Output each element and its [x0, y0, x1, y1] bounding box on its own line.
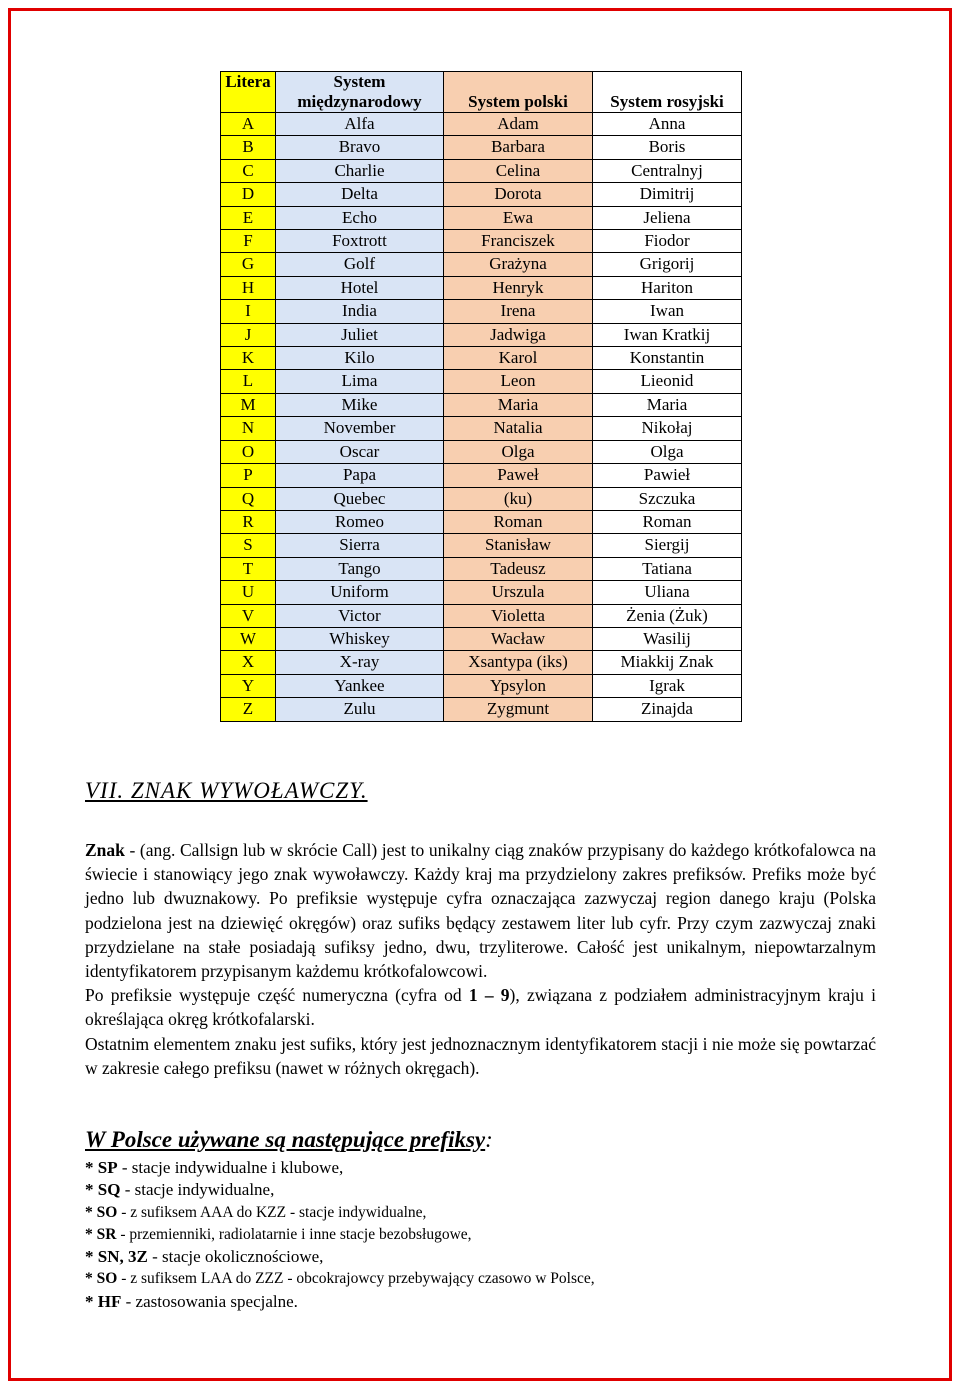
cell-international: November	[276, 417, 444, 440]
prefix-code: * SO	[85, 1203, 118, 1221]
cell-letter: U	[221, 581, 276, 604]
prefix-item	[85, 1224, 595, 1246]
cell-international: Whiskey	[276, 627, 444, 650]
prefix-description: - stacje indywidualne i klubowe,	[117, 1158, 344, 1177]
table-row	[221, 487, 742, 510]
cell-russian: Siergij	[593, 534, 742, 557]
cell-russian: Konstantin	[593, 347, 742, 370]
cell-polish: Dorota	[444, 183, 593, 206]
paragraph-2	[85, 983, 876, 1031]
cell-polish: Irena	[444, 300, 593, 323]
cell-russian: Uliana	[593, 581, 742, 604]
header-russian: System rosyjski	[593, 72, 742, 113]
cell-russian: Centralnyj	[593, 159, 742, 182]
table-row	[221, 557, 742, 580]
table-row	[221, 276, 742, 299]
cell-russian: Roman	[593, 510, 742, 533]
table-row	[221, 674, 742, 697]
cell-russian: Fiodor	[593, 230, 742, 253]
cell-letter: W	[221, 627, 276, 650]
cell-international: India	[276, 300, 444, 323]
cell-polish: Xsantypa (iks)	[444, 651, 593, 674]
cell-russian: Wasilij	[593, 627, 742, 650]
table-row	[221, 627, 742, 650]
prefix-code: * SP	[85, 1158, 118, 1177]
prefix-item	[85, 1291, 595, 1313]
cell-polish: Natalia	[444, 417, 593, 440]
cell-international: Hotel	[276, 276, 444, 299]
table-row	[221, 604, 742, 627]
cell-russian: Boris	[593, 136, 742, 159]
cell-letter: G	[221, 253, 276, 276]
cell-polish: Zygmunt	[444, 698, 593, 721]
cell-polish: Wacław	[444, 627, 593, 650]
cell-international: Golf	[276, 253, 444, 276]
cell-international: Victor	[276, 604, 444, 627]
header-polish: System polski	[444, 72, 593, 113]
cell-russian: Maria	[593, 393, 742, 416]
prefix-code: * SR	[85, 1225, 117, 1243]
cell-international: Papa	[276, 464, 444, 487]
cell-russian: Lieonid	[593, 370, 742, 393]
cell-russian: Grigorij	[593, 253, 742, 276]
cell-polish: Leon	[444, 370, 593, 393]
paragraph-3: Ostatnim elementem znaku jest sufiks, który jest jednoznacznym identyfikatorem stacji i nie może się powtarzać w zakresie całego prefiksu (nawet w różnych okręgach).	[85, 1033, 876, 1078]
cell-letter: B	[221, 136, 276, 159]
cell-russian: Iwan Kratkij	[593, 323, 742, 346]
prefix-item	[85, 1246, 595, 1268]
cell-international: Echo	[276, 206, 444, 229]
table-header-row	[221, 72, 742, 113]
cell-polish: Olga	[444, 440, 593, 463]
cell-international: Quebec	[276, 487, 444, 510]
table-row	[221, 206, 742, 229]
table-row	[221, 183, 742, 206]
cell-international: Mike	[276, 393, 444, 416]
prefix-item	[85, 1268, 595, 1290]
cell-international: X-ray	[276, 651, 444, 674]
prefixes-title-colon: :	[485, 1127, 493, 1152]
paragraph-2-text-a: Po prefiksie występuje część numeryczna (cyfra od	[85, 985, 469, 1006]
table-row	[221, 370, 742, 393]
cell-letter: H	[221, 276, 276, 299]
prefix-code: * SQ	[85, 1180, 121, 1200]
paragraph-2-range: 1 – 9	[468, 985, 510, 1006]
prefix-list	[85, 1157, 595, 1313]
table-row	[221, 393, 742, 416]
cell-polish: Karol	[444, 347, 593, 370]
table-row	[221, 534, 742, 557]
table-row	[221, 230, 742, 253]
cell-letter: Q	[221, 487, 276, 510]
prefix-description: - stacje indywidualne,	[120, 1180, 275, 1200]
cell-letter: T	[221, 557, 276, 580]
header-international: System międzynarodowy	[276, 72, 444, 113]
cell-letter: F	[221, 230, 276, 253]
table-row	[221, 581, 742, 604]
cell-letter: D	[221, 183, 276, 206]
prefix-description: - przemienniki, radiolatarnie i inne stacje bezobsługowe,	[116, 1225, 472, 1243]
section-title: VII. ZNAK WYWOŁAWCZY.	[85, 778, 368, 803]
prefix-description: - z sufiksem LAA do ZZZ - obcokrajowcy przebywający czasowo w Polsce,	[117, 1270, 595, 1288]
cell-international: Bravo	[276, 136, 444, 159]
cell-international: Sierra	[276, 534, 444, 557]
cell-russian: Hariton	[593, 276, 742, 299]
table-row	[221, 347, 742, 370]
prefix-description: - stacje okolicznościowe,	[147, 1247, 324, 1267]
cell-international: Tango	[276, 557, 444, 580]
cell-polish: Violetta	[444, 604, 593, 627]
cell-international: Delta	[276, 183, 444, 206]
table-row	[221, 417, 742, 440]
cell-russian: Pawieł	[593, 464, 742, 487]
cell-international: Charlie	[276, 159, 444, 182]
cell-international: Zulu	[276, 698, 444, 721]
cell-letter: A	[221, 113, 276, 136]
cell-international: Uniform	[276, 581, 444, 604]
cell-polish: Adam	[444, 113, 593, 136]
cell-russian: Anna	[593, 113, 742, 136]
prefix-code: * SO	[85, 1270, 118, 1288]
table-row	[221, 464, 742, 487]
prefix-item	[85, 1202, 595, 1224]
table-row	[221, 253, 742, 276]
cell-letter: O	[221, 440, 276, 463]
cell-polish: Franciszek	[444, 230, 593, 253]
cell-letter: P	[221, 464, 276, 487]
cell-polish: Jadwiga	[444, 323, 593, 346]
cell-letter: S	[221, 534, 276, 557]
paragraph-2-text-c: ), związana z podziałem administracyjnym kraju i określająca okręg krótkofalarski.	[85, 985, 876, 1030]
cell-letter: Y	[221, 674, 276, 697]
prefixes-title	[85, 1127, 493, 1153]
cell-russian: Dimitrij	[593, 183, 742, 206]
table-row	[221, 323, 742, 346]
cell-letter: V	[221, 604, 276, 627]
cell-polish: Roman	[444, 510, 593, 533]
cell-letter: X	[221, 651, 276, 674]
cell-polish: Maria	[444, 393, 593, 416]
cell-polish: Barbara	[444, 136, 593, 159]
cell-russian: Olga	[593, 440, 742, 463]
paragraph-1-lead: Znak	[85, 840, 125, 860]
cell-international: Yankee	[276, 674, 444, 697]
cell-international: Kilo	[276, 347, 444, 370]
cell-russian: Szczuka	[593, 487, 742, 510]
cell-letter: E	[221, 206, 276, 229]
cell-letter: L	[221, 370, 276, 393]
cell-russian: Jeliena	[593, 206, 742, 229]
cell-letter: I	[221, 300, 276, 323]
cell-letter: N	[221, 417, 276, 440]
cell-russian: Tatiana	[593, 557, 742, 580]
cell-international: Lima	[276, 370, 444, 393]
prefixes-title-text: W Polsce używane są następujące prefiksy	[85, 1127, 486, 1152]
cell-international: Foxtrott	[276, 230, 444, 253]
paragraph-1	[85, 838, 876, 983]
prefix-item	[85, 1179, 595, 1201]
prefix-code: * SN, 3Z	[85, 1247, 148, 1267]
prefix-item	[85, 1157, 595, 1179]
cell-russian: Igrak	[593, 674, 742, 697]
table-row	[221, 113, 742, 136]
cell-polish: Ypsylon	[444, 674, 593, 697]
cell-polish: Celina	[444, 159, 593, 182]
cell-russian: Żenia (Żuk)	[593, 604, 742, 627]
phonetic-alphabet-table	[220, 71, 742, 722]
prefix-code: * HF	[85, 1291, 122, 1311]
table-row	[221, 651, 742, 674]
cell-letter: K	[221, 347, 276, 370]
cell-international: Romeo	[276, 510, 444, 533]
paragraph-1-text: - (ang. Callsign lub w skrócie Call) jest to unikalny ciąg znaków przypisany do każdego krótkofalowca na świecie i stanowiący jego znak wywoławczy. Każdy kraj ma przydzielony zakres prefiksów. Prefiks może być jedno lub dwuznakowy. Po prefiksie występuje cyfra oznaczająca zazwyczaj region danego kraju (Polska podzielona jest na dziewięć okręgów) oraz sufiks będący zestawem liter lub cyfr. Przy czym zazwyczaj znaki przydzielane na stałe posiadają sufiksy jedno, dwu, trzyliterowe. Całość jest unikalnym, niepowtarzalnym identyfikatorem przypisanym każdemu krótkofalowcowi.	[85, 840, 876, 982]
cell-polish: Paweł	[444, 464, 593, 487]
cell-polish: Stanisław	[444, 534, 593, 557]
cell-russian: Nikołaj	[593, 417, 742, 440]
prefix-description: - zastosowania specjalne.	[121, 1291, 298, 1311]
cell-polish: Grażyna	[444, 253, 593, 276]
cell-polish: Ewa	[444, 206, 593, 229]
cell-russian: Zinajda	[593, 698, 742, 721]
table-row	[221, 698, 742, 721]
cell-international: Juliet	[276, 323, 444, 346]
cell-polish: Urszula	[444, 581, 593, 604]
cell-letter: C	[221, 159, 276, 182]
cell-polish: Tadeusz	[444, 557, 593, 580]
table-row	[221, 440, 742, 463]
cell-letter: Z	[221, 698, 276, 721]
cell-russian: Miakkij Znak	[593, 651, 742, 674]
cell-polish: (ku)	[444, 487, 593, 510]
table-row	[221, 136, 742, 159]
cell-polish: Henryk	[444, 276, 593, 299]
cell-international: Oscar	[276, 440, 444, 463]
table-row	[221, 300, 742, 323]
callsign-description	[85, 838, 876, 1080]
header-litera: Litera	[221, 72, 276, 113]
cell-international: Alfa	[276, 113, 444, 136]
cell-letter: J	[221, 323, 276, 346]
cell-letter: R	[221, 510, 276, 533]
table-row	[221, 510, 742, 533]
cell-letter: M	[221, 393, 276, 416]
cell-russian: Iwan	[593, 300, 742, 323]
prefix-description: - z sufiksem AAA do KZZ - stacje indywidualne,	[117, 1203, 427, 1221]
table-row	[221, 159, 742, 182]
